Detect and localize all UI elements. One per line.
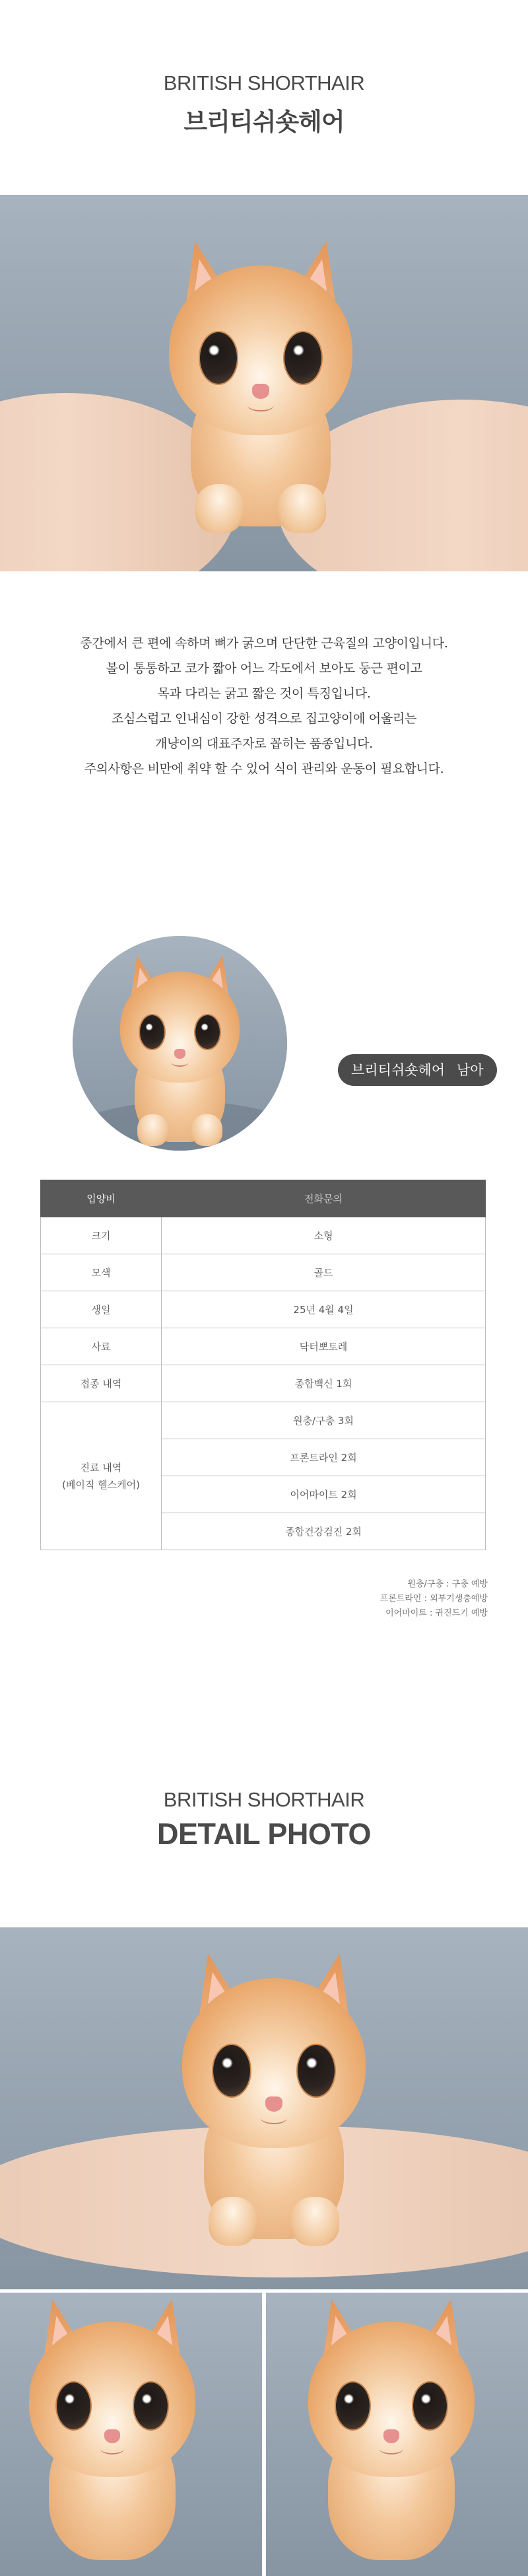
breed-description	[0, 631, 528, 781]
care-item: 이어마이트 2회	[162, 1476, 486, 1513]
note-line: 프론트라인 : 외부기생충예방	[380, 1594, 488, 1604]
description-line: 조심스럽고 인내심이 강한 성격으로 집고양이에 어울리는	[112, 711, 416, 726]
kitten-image	[165, 1954, 383, 2258]
kitten-image	[109, 956, 251, 1151]
description-line: 목과 다리는 굵고 짧은 것이 특징입니다.	[157, 686, 371, 701]
row-label: 크기	[41, 1217, 162, 1254]
description-line: 개냥이의 대표주자로 꼽히는 품종입니다.	[155, 736, 373, 751]
row-value: 종합백신 1회	[162, 1365, 486, 1402]
kitten-image	[13, 2299, 211, 2576]
table-row	[41, 1328, 486, 1365]
note-line: 이어마이트 : 귀진드기 예방	[385, 1608, 488, 1618]
note-line: 원충/구충 : 구충 예방	[407, 1579, 488, 1589]
care-label-line: 진료 내역	[80, 1461, 122, 1474]
row-label: 사료	[41, 1328, 162, 1365]
detail-title-en: BRITISH SHORTHAIR	[163, 1788, 365, 1811]
row-label: 모색	[41, 1254, 162, 1291]
adoption-fee-label: 입양비	[41, 1180, 162, 1217]
kitten-image	[292, 2299, 490, 2576]
hero-photo	[0, 195, 528, 571]
care-item: 프론트라인 2회	[162, 1439, 486, 1476]
kitten-info-table	[40, 1180, 486, 1550]
profile-photo	[73, 936, 287, 1151]
row-label: 생일	[41, 1291, 162, 1328]
description-line: 중간에서 큰 편에 속하며 뼈가 굵으며 단단한 근육질의 고양이입니다.	[80, 636, 448, 651]
table-header-row	[41, 1180, 486, 1217]
kitten-image	[152, 241, 370, 545]
tag-breed: 브리티쉬숏헤어	[351, 1062, 446, 1078]
breed-title-en: BRITISH SHORTHAIR	[163, 71, 365, 94]
detail-photo-left	[0, 2293, 262, 2576]
table-row	[41, 1254, 486, 1291]
description-line: 볼이 통통하고 코가 짧아 어느 각도에서 보아도 둥근 편이고	[106, 661, 422, 676]
description-line: 주의사항은 비만에 취약 할 수 있어 식이 관리와 운동이 필요합니다.	[84, 762, 444, 776]
tag-gender: 남아	[457, 1062, 484, 1078]
table-row	[41, 1291, 486, 1328]
care-item: 종합건강검진 2회	[162, 1513, 486, 1550]
detail-title: DETAIL PHOTO	[156, 1817, 372, 1851]
care-notes	[380, 1577, 488, 1621]
row-value: 골드	[162, 1254, 486, 1291]
care-history-label	[41, 1402, 162, 1550]
row-value: 닥터뽀토레	[162, 1328, 486, 1365]
detail-title-block	[0, 1788, 528, 1851]
detail-photo-right	[266, 2293, 528, 2576]
adoption-fee-value: 전화문의	[162, 1180, 486, 1217]
breed-title-block	[0, 71, 528, 137]
table-row	[41, 1402, 486, 1439]
detail-photo-large	[0, 1927, 528, 2289]
breed-title-ko: 브리티쉬숏헤어	[183, 108, 345, 136]
row-value: 소형	[162, 1217, 486, 1254]
row-value: 25년 4월 4일	[162, 1291, 486, 1328]
table-row	[41, 1365, 486, 1402]
care-label-sub: (베이직 헬스케어)	[62, 1478, 140, 1491]
table-row	[41, 1217, 486, 1254]
care-item: 원충/구충 3회	[162, 1402, 486, 1439]
breed-gender-tag	[338, 1054, 497, 1086]
row-label: 접종 내역	[41, 1365, 162, 1402]
